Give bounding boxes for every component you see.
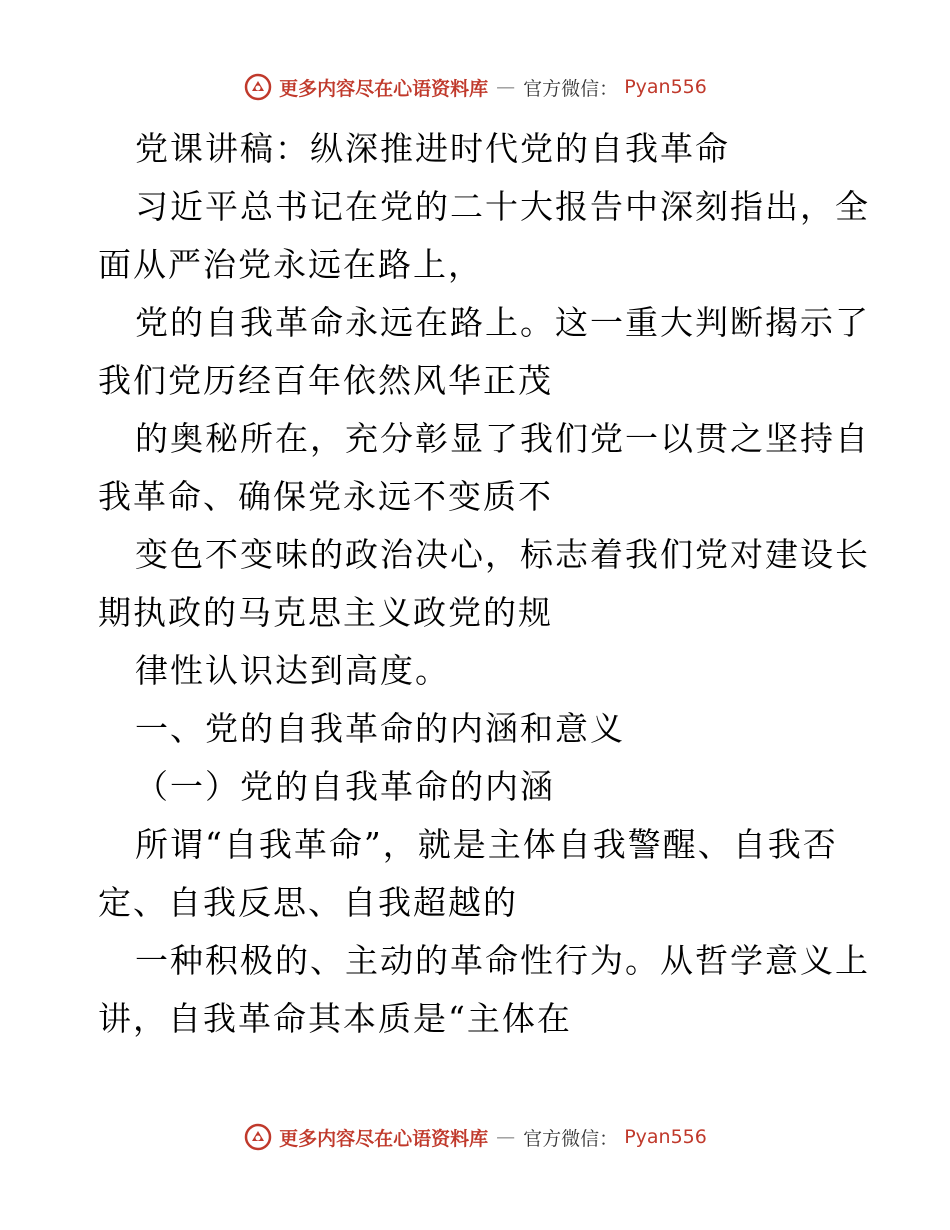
text-line: 所谓“自我革命”，就是主体自我警醒、自我否 xyxy=(135,825,838,864)
watermark-text: 更多内容尽在心语资料库 xyxy=(279,1127,489,1150)
text-line: 面从严治党永远在路上， xyxy=(98,245,483,284)
watermark-dash: — xyxy=(496,1126,516,1148)
watermark-footer xyxy=(0,1122,950,1152)
document-body xyxy=(98,120,870,1048)
text-line: 我们党历经百年依然风华正茂 xyxy=(98,361,553,400)
watermark-id: Pyan556 xyxy=(624,1126,707,1148)
logo-icon xyxy=(243,72,273,102)
text-line: 党课讲稿：纵深推进时代党的自我革命 xyxy=(135,129,730,168)
text-line: 定、自我反思、自我超越的 xyxy=(98,883,518,922)
watermark-text: 更多内容尽在心语资料库 xyxy=(279,77,489,100)
text-line: 律性认识达到高度。 xyxy=(135,651,450,690)
text-line: 一种积极的、主动的革命性行为。从哲学意义上 xyxy=(135,941,870,980)
text-line: 我革命、确保党永远不变质不 xyxy=(98,477,553,516)
text-line: 习近平总书记在党的二十大报告中深刻指出，全 xyxy=(135,187,870,226)
text-line: 变色不变味的政治决心，标志着我们党对建设长 xyxy=(135,535,870,574)
text-line: （一）党的自我革命的内涵 xyxy=(135,767,555,806)
watermark-header xyxy=(0,72,950,102)
watermark-official: 官方微信： xyxy=(523,1127,619,1150)
text-line: 的奥秘所在，充分彰显了我们党一以贯之坚持自 xyxy=(135,419,870,458)
text-line: 党的自我革命永远在路上。这一重大判断揭示了 xyxy=(135,303,870,342)
logo-icon xyxy=(243,1122,273,1152)
text-line: 期执政的马克思主义政党的规 xyxy=(98,593,553,632)
text-line: 一、党的自我革命的内涵和意义 xyxy=(135,709,625,748)
watermark-official: 官方微信： xyxy=(523,77,619,100)
text-line: 讲，自我革命其本质是“主体在 xyxy=(98,999,572,1038)
watermark-dash: — xyxy=(496,76,516,98)
watermark-id: Pyan556 xyxy=(624,76,707,98)
